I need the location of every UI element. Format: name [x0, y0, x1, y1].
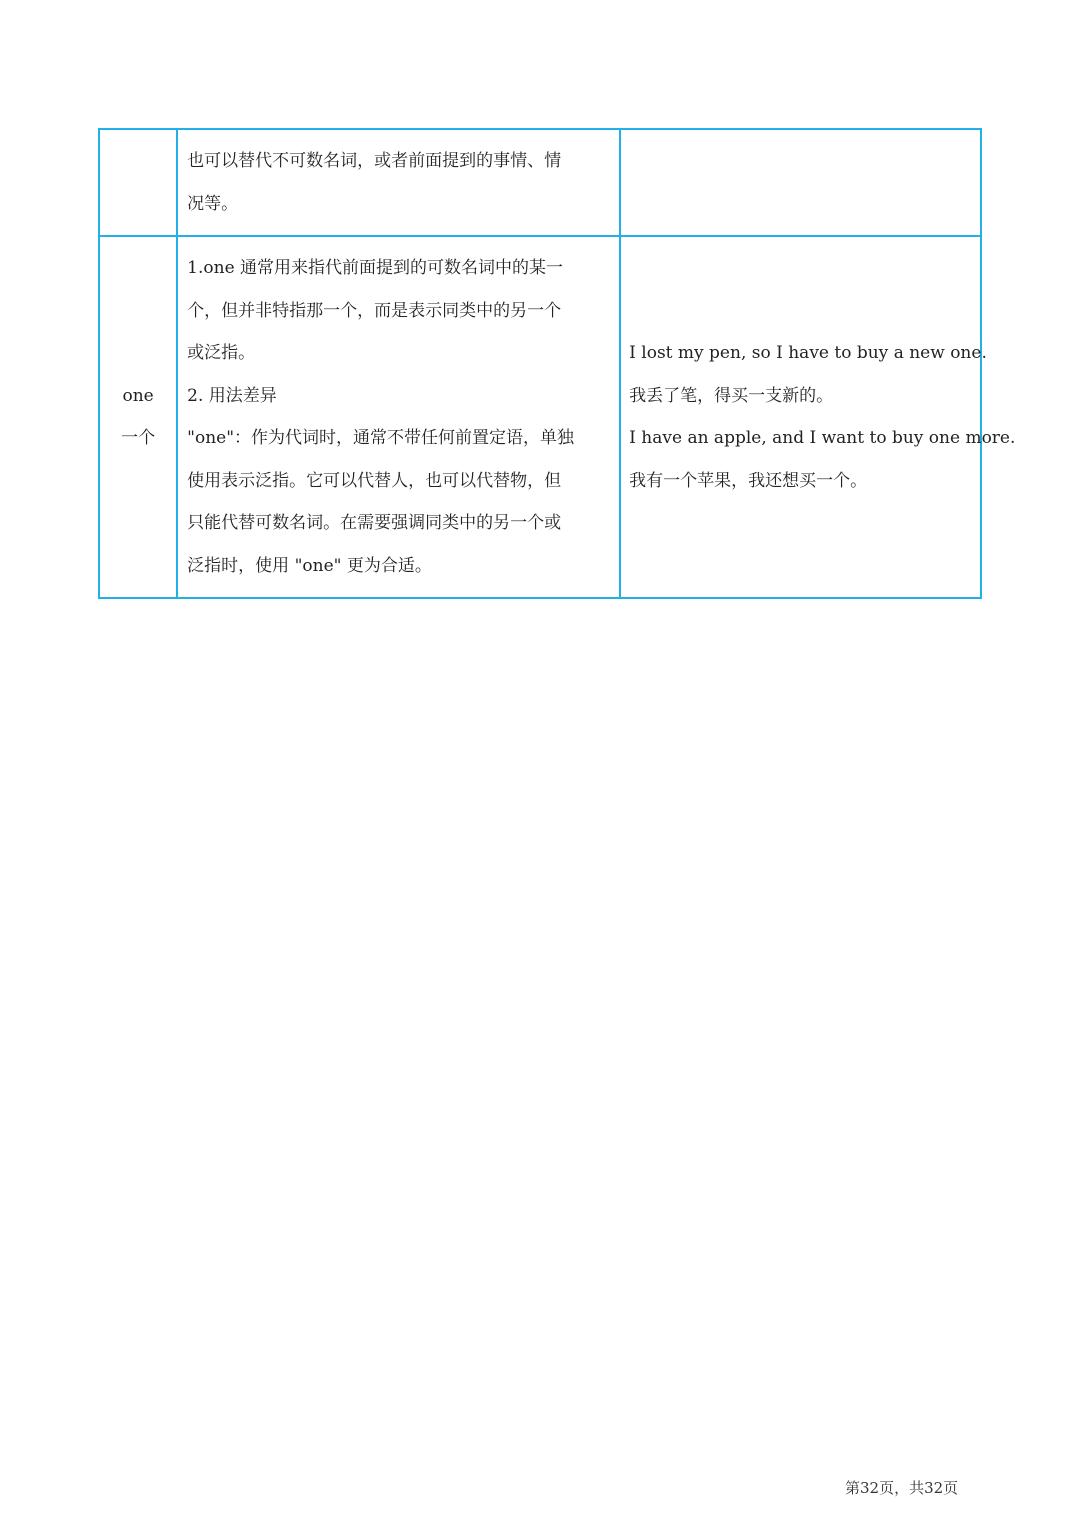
usage-line: 使用表示泛指。它可以代替人，也可以代替物，但 — [187, 470, 562, 491]
usage-line: 或泛指。 — [187, 343, 256, 363]
word-cell — [99, 236, 177, 598]
table-row — [99, 129, 981, 236]
usage-line: "one"：作为代词时，通常不带任何前置定语，单独 — [187, 428, 575, 448]
usage-line: 个，但并非特指那一个，而是表示同类中的另一个 — [187, 300, 562, 321]
example-sentence-chinese: 我丢了笔，得买一支新的。 — [629, 385, 834, 406]
example-sentence-chinese: 我有一个苹果，我还想买一个。 — [629, 470, 868, 491]
usage-line: 只能代替可数名词。在需要强调同类中的另一个或 — [187, 513, 562, 533]
word-english: one — [122, 386, 154, 406]
word-chinese: 一个 — [121, 428, 156, 448]
table-row — [99, 236, 981, 598]
usage-line: 况等。 — [187, 193, 239, 214]
word-cell — [99, 129, 177, 236]
usage-line: 2. 用法差异 — [187, 385, 277, 406]
page-number: 第32页，共32页 — [845, 1479, 959, 1497]
vocabulary-table — [98, 128, 1016, 599]
example-sentence-english: I lost my pen, so I have to buy a new one. — [629, 343, 987, 363]
usage-cell — [177, 129, 620, 236]
usage-line: 1.one 通常用来指代前面提到的可数名词中的某一 — [187, 258, 564, 278]
usage-line: 泛指时，使用 "one" 更为合适。 — [187, 555, 432, 576]
example-sentence-english: I have an apple, and I want to buy one more. — [629, 428, 1016, 448]
usage-line: 也可以替代不可数名词，或者前面提到的事情、情 — [187, 151, 562, 171]
example-cell — [620, 236, 1016, 598]
usage-cell — [177, 236, 620, 598]
example-cell — [620, 129, 981, 236]
